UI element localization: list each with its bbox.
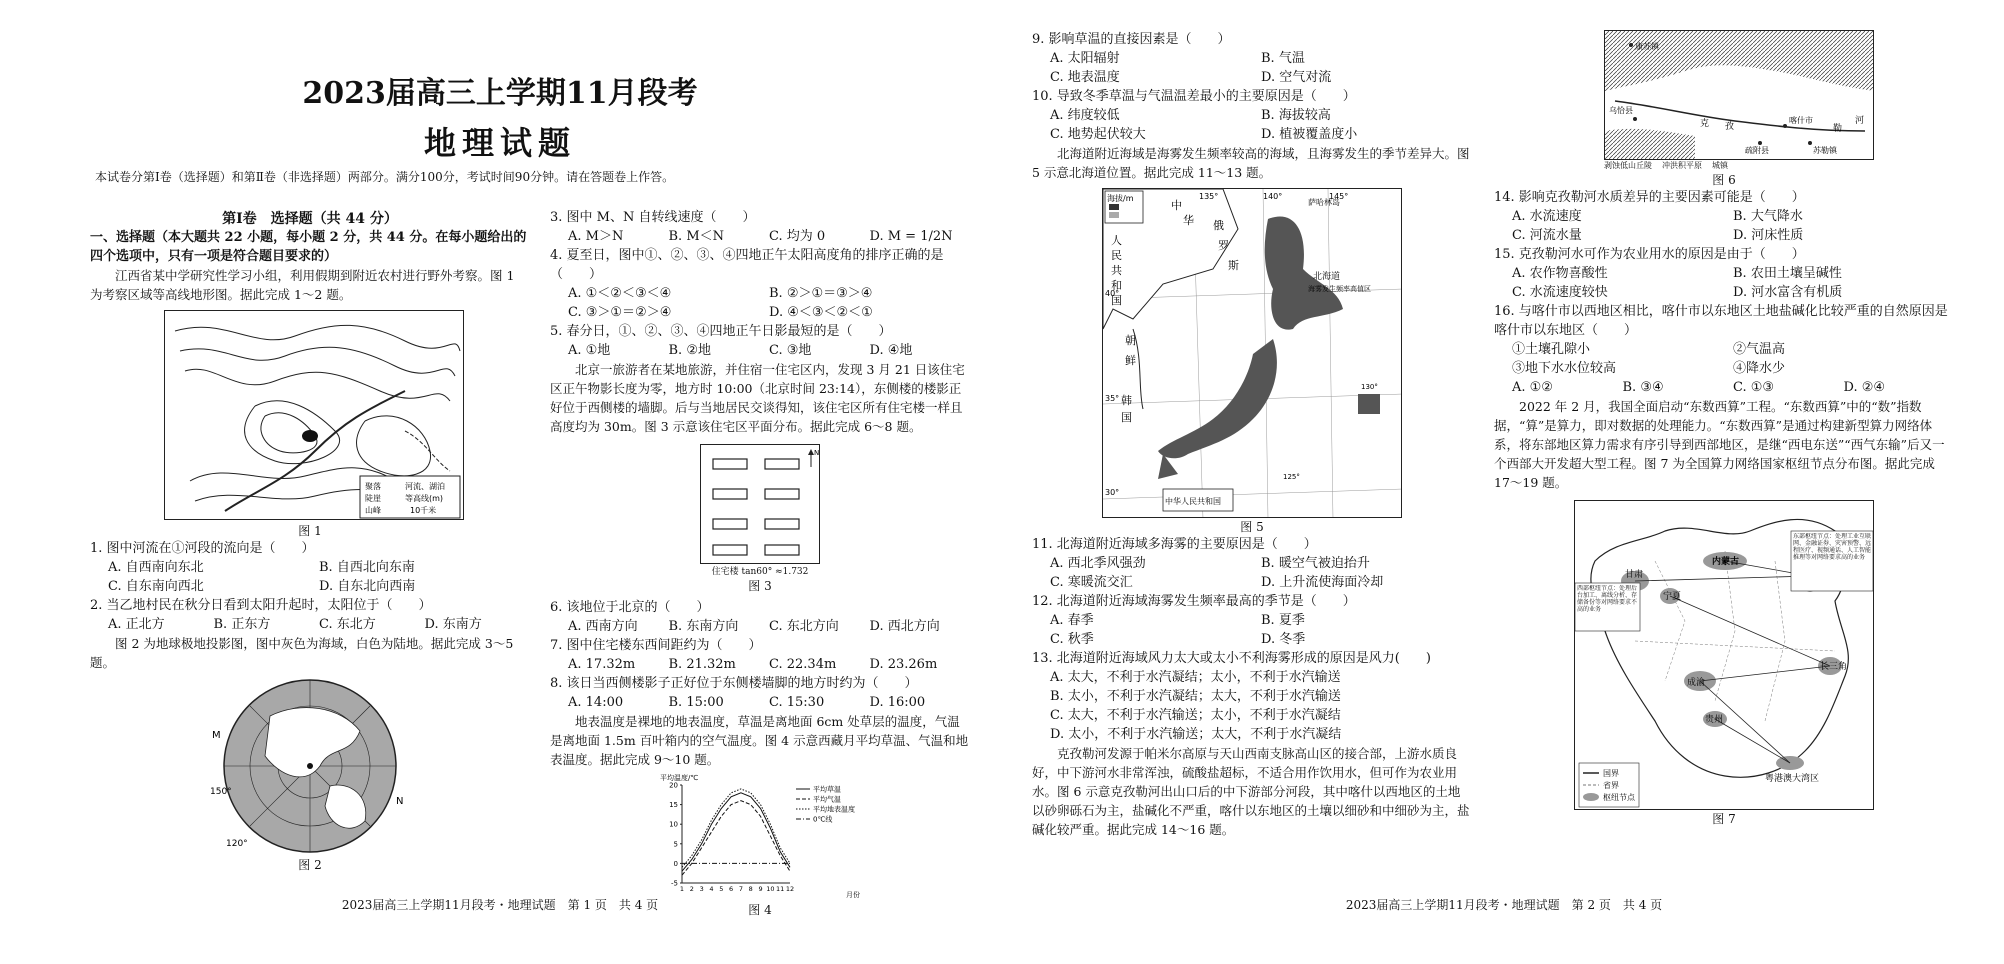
fig5-label-hokkaido: 北海道 xyxy=(1313,272,1341,282)
fig5-label-e: 俄 xyxy=(1213,219,1224,232)
figure-1-contour-map xyxy=(164,310,464,520)
fig1-legend-river: 河流、湖泊 xyxy=(405,482,445,491)
question-9: 9. 影响草温的直接因素是（ ） xyxy=(1032,32,1231,47)
q15-option-d[interactable]: D. 河水富含有机质 xyxy=(1733,285,1843,300)
svg-text:N: N xyxy=(814,449,820,457)
fig2-label-m: M xyxy=(212,730,221,741)
q13-option-b[interactable]: B. 太小，不利于水汽凝结；太大，不利于水汽输送 xyxy=(1050,689,1341,704)
figure-2-caption: 图 2 xyxy=(298,858,322,872)
question-11: 11. 北海道附近海域多海雾的主要原因是（ ） xyxy=(1032,537,1317,552)
q3-option-b[interactable]: B. M＜N xyxy=(668,229,725,244)
q11-option-c[interactable]: C. 寒暖流交汇 xyxy=(1050,575,1133,590)
figure-6-kizil-river-map xyxy=(1604,30,1874,160)
contour-map-svg xyxy=(165,311,464,520)
fig6-legend-town: 城镇 xyxy=(1712,161,1728,170)
figure-4-temperature-chart xyxy=(660,771,860,901)
question-14-options xyxy=(1494,207,1954,245)
fig5-label-ren: 人 xyxy=(1111,234,1122,247)
fig5-label-chao: 朝 xyxy=(1125,334,1136,347)
figure-7-caption: 图 7 xyxy=(1712,812,1736,826)
q16-option-c[interactable]: C. ①③ xyxy=(1733,380,1775,395)
fig5-label-sakhalin: 萨哈林岛 xyxy=(1308,198,1340,207)
chart-legend-label: 平均气温 xyxy=(813,795,841,804)
fig6-label-kangsu: 康苏镇 xyxy=(1635,42,1659,51)
question-2-options xyxy=(90,615,530,634)
page2-right-column xyxy=(1494,30,1954,827)
figure-5-caption: 图 5 xyxy=(1240,520,1264,534)
fig5-label-zhong: 中 xyxy=(1171,199,1182,212)
material-3: 北京一旅游者在某地旅游，并住宿一住宅区内，发现 3 月 21 日该住宅区正午物影长度为零，地方时 10:00（北京时间 23:14），东侧楼的楼影正好位于西侧楼的墙脚。后与当地居民交谈得知，该住宅区所有住宅楼一样且高度均为 30m。图 3 示意该住宅区平面分布。据此完成 6～8 题。 xyxy=(550,362,965,434)
q16-option-a[interactable]: A. ①② xyxy=(1512,380,1553,395)
page1-right-column xyxy=(550,208,970,918)
q1-option-b[interactable]: B. 自西北向东南 xyxy=(319,560,415,575)
material-7: 2022 年 2 月，我国全面启动“东数西算”工程。“东数西算”中的“数”指数据，“算”是算力，即对数据的处理能力。“东数西算”是通过构建新型算力网络体系，将东部地区算力需求有序引导到西部地区，是继“西电东送”“西气东输”后又一个西部大开发超大型工程。图 7 为全国算力网络国家枢纽节点分布图。据此完成 17～19 题。 xyxy=(1494,399,1945,490)
fig5-label-china: 中华人民共和国 xyxy=(1165,497,1221,506)
question-4-options xyxy=(550,284,970,322)
chart-y-tick-label: 20 xyxy=(669,781,678,790)
q10-option-c[interactable]: C. 地势起伏较大 xyxy=(1050,127,1146,142)
q9-option-c[interactable]: C. 地表温度 xyxy=(1050,70,1120,85)
q16-item-3: ③地下水水位较高 xyxy=(1512,361,1617,376)
chart-x-tick-label: 9 xyxy=(758,885,763,893)
fig7-label-neimenggu: 内蒙古 xyxy=(1712,557,1740,567)
q1-option-c[interactable]: C. 自东南向西北 xyxy=(108,579,204,594)
q8-option-b[interactable]: B. 15:00 xyxy=(668,695,724,710)
chart-x-tick-label: 10 xyxy=(766,885,775,893)
fig5-label-30: 30° xyxy=(1105,488,1120,497)
exam-page-2 xyxy=(1004,0,2004,964)
q16-option-d[interactable]: D. ②④ xyxy=(1843,380,1886,395)
question-14: 14. 影响克孜勒河水质差异的主要因素可能是（ ） xyxy=(1494,190,1805,205)
q7-option-d[interactable]: D. 23.26m xyxy=(869,657,938,672)
q1-option-d[interactable]: D. 自东北向西南 xyxy=(319,579,416,594)
material-6: 克孜勒河发源于帕米尔高原与天山西南支脉高山区的接合部，上游水质良好，中下游河水非常浑浊，硫酸盐超标，不适合用作饮用水，但可作为农业用水。图 6 示意克孜勒河出山口后的中下游部分河段，其中喀什以西地区的土地以砂卵砾石为主，盐碱化不严重，喀什以东地区的土壤以细砂和中细砂为主，盐碱化较严重。据此完成 14～16 题。 xyxy=(1032,746,1470,837)
exam-page-1 xyxy=(0,0,1000,964)
q11-option-a[interactable]: A. 西北季风强劲 xyxy=(1050,556,1146,571)
material-2: 图 2 为地球极地投影图，图中灰色为海域，白色为陆地。据此完成 3～5 题。 xyxy=(90,636,514,670)
q12-option-d[interactable]: D. 冬季 xyxy=(1261,632,1306,647)
fig6-label-wuqia: 乌恰县 xyxy=(1609,106,1633,115)
material-4: 地表温度是裸地的地表温度，草温是离地面 6cm 处草层的温度，气温是离地面 1.5m 百叶箱内的空气温度。图 4 示意西藏月平均草温、气温和地表温度。据此完成 9～10 题。 xyxy=(550,714,969,767)
fig2-label-120: 120° xyxy=(226,839,248,849)
q2-option-b[interactable]: B. 正东方 xyxy=(213,617,271,632)
fig5-label-gong: 共 xyxy=(1111,264,1122,277)
question-7: 7. 图中住宅楼东西间距约为（ ） xyxy=(550,638,762,653)
fig5-label-he: 和 xyxy=(1111,279,1122,292)
fig5-label-si: 斯 xyxy=(1228,259,1239,272)
chart-x-tick-label: 7 xyxy=(738,885,743,893)
figure-2-polar-projection xyxy=(210,676,410,856)
figure-6-legend xyxy=(1604,160,1874,171)
q14-option-b[interactable]: B. 大气降水 xyxy=(1733,209,1803,224)
fig1-legend-cliff: 陡崖 xyxy=(365,494,381,503)
q4-option-d[interactable]: D. ④＜③＜②＜① xyxy=(769,305,873,320)
fig6-label-shufu: 疏附县 xyxy=(1745,146,1769,155)
q4-option-c[interactable]: C. ③＞①＝②＞④ xyxy=(568,305,672,320)
fig5-label-guo2: 国 xyxy=(1121,411,1132,424)
question-6: 6. 该地位于北京的（ ） xyxy=(550,600,710,615)
fig6-legend-hills: 剥蚀低山丘陵 xyxy=(1604,161,1652,170)
fig6-label-le: 勒 xyxy=(1833,124,1843,134)
q14-option-d[interactable]: D. 河床性质 xyxy=(1733,228,1804,243)
question-10-options xyxy=(1032,106,1472,144)
q15-option-a[interactable]: A. 农作物喜酸性 xyxy=(1512,266,1608,281)
q11-option-d[interactable]: D. 上升流使海面冷却 xyxy=(1261,575,1384,590)
chart-y-tick-label: 0 xyxy=(673,859,678,868)
question-2: 2. 当乙地村民在秋分日看到太阳升起时，太阳位于（ ） xyxy=(90,598,432,613)
fig7-label-chengyu: 成渝 xyxy=(1687,678,1706,688)
q13-option-c[interactable]: C. 太大，不利于水汽输送；太小，不利于水汽凝结 xyxy=(1050,708,1341,723)
exam-intro: 本试卷分第Ⅰ卷（选择题）和第Ⅱ卷（非选择题）两部分。满分100分，考试时间90分钟。请在答题卷上作答。 xyxy=(95,170,675,184)
fig7-note-west: 西部枢纽节点：处理后台加工、离线分析、存储备份等对网络要求不高的业务 xyxy=(1577,585,1638,613)
fig2-label-n: N xyxy=(396,796,404,807)
fig5-label-min: 民 xyxy=(1111,249,1122,262)
section-title: 第Ⅰ卷 选择题（共 44 分） xyxy=(222,211,398,227)
question-5-options xyxy=(550,341,970,360)
q9-option-b[interactable]: B. 气温 xyxy=(1261,51,1305,66)
fig1-legend-settlement: 聚落 xyxy=(365,482,381,491)
q7-option-a[interactable]: A. 17.32m xyxy=(568,657,636,672)
fig6-label-zi: 孜 xyxy=(1725,122,1735,132)
q5-option-d[interactable]: D. ④地 xyxy=(869,343,913,358)
question-9-options xyxy=(1032,49,1472,87)
fig7-label-ningxia: 宁夏 xyxy=(1663,592,1682,602)
q9-option-a[interactable]: A. 太阳辐射 xyxy=(1050,51,1120,66)
q8-option-d[interactable]: D. 16:00 xyxy=(869,695,926,710)
q5-option-a[interactable]: A. ①地 xyxy=(568,343,611,358)
q13-option-d[interactable]: D. 太小，不利于水汽输送；太大，不利于水汽凝结 xyxy=(1050,727,1342,742)
question-13-options xyxy=(1032,668,1472,744)
figure-4-caption: 图 4 xyxy=(748,903,772,917)
chart-x-tick-label: 2 xyxy=(689,885,694,893)
question-10: 10. 导致冬季草温与气温温差最小的主要原因是（ ） xyxy=(1032,89,1356,104)
q8-option-c[interactable]: C. 15:30 xyxy=(769,695,825,710)
q2-option-c[interactable]: C. 东北方 xyxy=(319,617,376,632)
figure-3-building-layout xyxy=(700,444,820,564)
q14-option-a[interactable]: A. 水流速度 xyxy=(1512,209,1582,224)
fig6-label-ke: 克 xyxy=(1700,119,1710,129)
q9-option-d[interactable]: D. 空气对流 xyxy=(1261,70,1332,85)
question-5: 5. 春分日，①、②、③、④四地正午日影最短的是（ ） xyxy=(550,324,892,339)
chart-x-tick-label: 8 xyxy=(748,885,753,893)
question-7-options xyxy=(550,655,970,674)
fig5-label-hua: 华 xyxy=(1183,214,1194,227)
q6-option-c[interactable]: C. 东北方向 xyxy=(769,619,839,634)
material-5: 北海道附近海域是海雾发生频率较高的海域，且海雾发生的季节差异大。图 5 示意北海道位置。据此完成 11～13 题。 xyxy=(1032,146,1470,180)
material-1: 江西省某中学研究性学习小组，利用假期到附近农村进行野外考察。图 1 为考察区域等高线地形图。据此完成 1～2 题。 xyxy=(90,268,515,302)
figure-7-computing-hub-map xyxy=(1574,500,1874,810)
question-3: 3. 图中 M、N 自转线速度（ ） xyxy=(550,210,756,225)
exam-title: 2023届高三上学期11月段考 xyxy=(302,76,698,111)
fig5-label-140: 140° xyxy=(1263,192,1283,201)
q3-option-a[interactable]: A. M＞N xyxy=(568,229,624,244)
chart-y-tick-label: 10 xyxy=(669,820,678,829)
q3-option-c[interactable]: C. 均为 0 xyxy=(769,229,826,244)
q8-option-a[interactable]: A. 14:00 xyxy=(568,695,624,710)
computing-hub-map-svg xyxy=(1575,501,1874,810)
fig6-legend-plain: 冲洪积平原 xyxy=(1662,161,1702,170)
question-12: 12. 北海道附近海域海雾发生频率最高的季节是（ ） xyxy=(1032,594,1356,609)
chart-legend-label: 平均地表温度 xyxy=(813,805,855,814)
q16-item-4: ④降水少 xyxy=(1733,361,1786,376)
page-1-footer: 2023届高三上学期11月段考・地理试题 第 1 页 共 4 页 xyxy=(341,898,659,912)
question-16: 16. 与喀什市以西地区相比，喀什市以东地区土地盐碱化比较严重的自然原因是喀什市以东地区（ ） xyxy=(1494,304,1948,338)
chart-legend-label: 0℃线 xyxy=(813,815,833,824)
figure-5-hokkaido-map xyxy=(1102,188,1402,518)
chart-x-tick-label: 6 xyxy=(729,885,734,893)
q10-option-b[interactable]: B. 海拔较高 xyxy=(1261,108,1331,123)
page-2-footer: 2023届高三上学期11月段考・地理试题 第 2 页 共 4 页 xyxy=(1345,898,1663,912)
fig5-legend-elevation: 海拔/m xyxy=(1107,194,1134,203)
fig1-legend-contour: 等高线(m) xyxy=(405,494,444,503)
q13-option-a[interactable]: A. 太大，不利于水汽凝结；太小，不利于水汽输送 xyxy=(1050,670,1341,685)
polar-projection-svg xyxy=(210,676,410,856)
figure-3-caption: 图 3 xyxy=(748,579,772,593)
fig5-label-han: 韩 xyxy=(1121,394,1132,407)
fig7-legend-province: 省界 xyxy=(1603,781,1619,790)
q1-option-a[interactable]: A. 自西南向东北 xyxy=(108,560,204,575)
figure-6-caption: 图 6 xyxy=(1712,173,1736,187)
fig7-label-gansu: 甘肃 xyxy=(1625,570,1644,580)
page2-left-column xyxy=(1032,30,1472,839)
fig5-label-luo: 罗 xyxy=(1218,239,1229,252)
fig6-label-kashi: 喀什市 xyxy=(1789,116,1813,125)
q6-option-d[interactable]: D. 西北方向 xyxy=(869,619,940,634)
fig5-label-guo: 国 xyxy=(1111,294,1122,307)
chart-x-tick-label: 11 xyxy=(776,885,785,893)
fig6-label-he: 河 xyxy=(1855,116,1865,126)
q10-option-a[interactable]: A. 纬度较低 xyxy=(1050,108,1120,123)
q16-option-b[interactable]: B. ③④ xyxy=(1622,380,1664,395)
chart-x-tick-label: 3 xyxy=(699,885,704,893)
fig5-label-145: 145° xyxy=(1329,192,1349,201)
q16-item-2: ②气温高 xyxy=(1733,342,1786,357)
q5-option-c[interactable]: C. ③地 xyxy=(769,343,812,358)
question-1: 1. 图中河流在①河段的流向是（ ） xyxy=(90,541,315,556)
q7-option-b[interactable]: B. 21.32m xyxy=(668,657,736,672)
q10-option-d[interactable]: D. 植被覆盖度小 xyxy=(1261,127,1358,142)
question-13: 13. 北海道附近海域风力太大或太小不利海雾形成的原因是风力( ) xyxy=(1032,651,1431,666)
chart-ylabel: 平均温度/℃ xyxy=(660,774,699,782)
q6-option-b[interactable]: B. 东南方向 xyxy=(668,619,739,634)
fig5-label-130: 130° xyxy=(1361,383,1378,391)
figure-3-legend: 住宅楼 tan60° ≈1.732 xyxy=(711,567,809,577)
q15-option-c[interactable]: C. 水流速度较快 xyxy=(1512,285,1608,300)
question-8: 8. 该日当西侧楼影子正好位于东侧楼墙脚的地方时约为（ ） xyxy=(550,676,918,691)
exam-subtitle: 地理试题 xyxy=(423,124,576,162)
q14-option-c[interactable]: C. 河流水量 xyxy=(1512,228,1582,243)
fig5-label-35: 35° xyxy=(1105,394,1120,403)
q2-option-a[interactable]: A. 正北方 xyxy=(108,617,165,632)
question-11-options xyxy=(1032,554,1472,592)
fig7-legend-border: 国界 xyxy=(1603,769,1619,778)
fig1-legend-peak: 山峰 xyxy=(365,506,381,515)
kizil-river-map-svg xyxy=(1605,31,1874,160)
fig7-legend-hub: 枢纽节点 xyxy=(1603,793,1635,802)
q15-option-b[interactable]: B. 农田土壤呈碱性 xyxy=(1733,266,1842,281)
q4-option-a[interactable]: A. ①＜②＜③＜④ xyxy=(568,286,672,301)
chart-legend-label: 平均草温 xyxy=(813,785,841,794)
q12-option-b[interactable]: B. 夏季 xyxy=(1261,613,1305,628)
page1-left-column xyxy=(90,208,530,873)
q3-option-d[interactable]: D. M = 1/2N xyxy=(869,229,953,244)
fig5-label-135: 135° xyxy=(1199,192,1219,201)
fig5-label-xian: 鲜 xyxy=(1125,354,1136,367)
question-1-options xyxy=(90,558,530,596)
fig2-label-150: 150° xyxy=(210,787,232,797)
figure-1-caption: 图 1 xyxy=(298,524,322,538)
chart-x-tick-label: 5 xyxy=(719,885,724,893)
hokkaido-map-svg xyxy=(1103,189,1402,518)
q6-option-a[interactable]: A. 西南方向 xyxy=(568,619,638,634)
q7-option-c[interactable]: C. 22.34m xyxy=(769,657,837,672)
fig5-label-125: 125° xyxy=(1283,473,1300,481)
chart-y-tick-label: -5 xyxy=(671,879,678,888)
question-12-options xyxy=(1032,611,1472,649)
chart-x-tick-label: 4 xyxy=(709,885,714,893)
q11-option-b[interactable]: B. 暖空气被迫抬升 xyxy=(1261,556,1370,571)
chart-y-tick-label: 5 xyxy=(673,840,678,849)
q5-option-b[interactable]: B. ②地 xyxy=(668,343,711,358)
question-3-options xyxy=(550,227,970,246)
q12-option-c[interactable]: C. 秋季 xyxy=(1050,632,1094,647)
temperature-line-chart xyxy=(660,771,860,901)
question-4: 4. 夏至日，图中①、②、③、④四地正午太阳高度角的排序正确的是（ ） xyxy=(550,248,944,282)
q16-item-1: ①土壤孔隙小 xyxy=(1512,342,1591,357)
chart-y-tick-label: 15 xyxy=(669,801,678,810)
building-layout-svg xyxy=(701,445,820,564)
fig7-label-gba: 粤港澳大湾区 xyxy=(1765,774,1820,784)
question-15: 15. 克孜勒河水可作为农业用水的原因是由于（ ） xyxy=(1494,247,1805,262)
chart-x-tick-label: 1 xyxy=(679,885,685,893)
question-16-items xyxy=(1494,340,1954,378)
section-instruction: 一、选择题（本大题共 22 小题，每小题 2 分，共 44 分。在每小题给出的四个选项中，只有一项是符合题目要求的） xyxy=(90,230,527,264)
question-8-options xyxy=(550,693,970,712)
chart-xlabel: 月份 xyxy=(846,891,860,899)
fig1-legend-scale: 10千米 xyxy=(410,506,437,515)
question-16-options xyxy=(1494,378,1954,397)
fig7-label-guizhou: 贵州 xyxy=(1705,715,1724,725)
fig6-label-sule: 苏勒镇 xyxy=(1813,146,1837,155)
fig7-note-east: 东部枢纽节点：处理工业互联网、金融证券、灾害预警、远程医疗、视频通话、人工智能推理等对网络要求高的业务 xyxy=(1793,533,1871,561)
fig5-label-fog-zone: 海雾发生频率高值区 xyxy=(1308,285,1371,293)
chart-x-tick-label: 12 xyxy=(785,885,795,893)
q12-option-a[interactable]: A. 春季 xyxy=(1050,613,1094,628)
question-15-options xyxy=(1494,264,1954,302)
fig5-label-40: 40° xyxy=(1105,289,1120,298)
chart-series-line xyxy=(682,789,790,867)
question-6-options xyxy=(550,617,970,636)
q2-option-d[interactable]: D. 东南方 xyxy=(424,617,482,632)
chart-series-line xyxy=(682,801,790,875)
q4-option-b[interactable]: B. ②＞①＝③＞④ xyxy=(769,286,873,301)
fig7-label-changsanjiao: 长三角 xyxy=(1820,662,1848,672)
